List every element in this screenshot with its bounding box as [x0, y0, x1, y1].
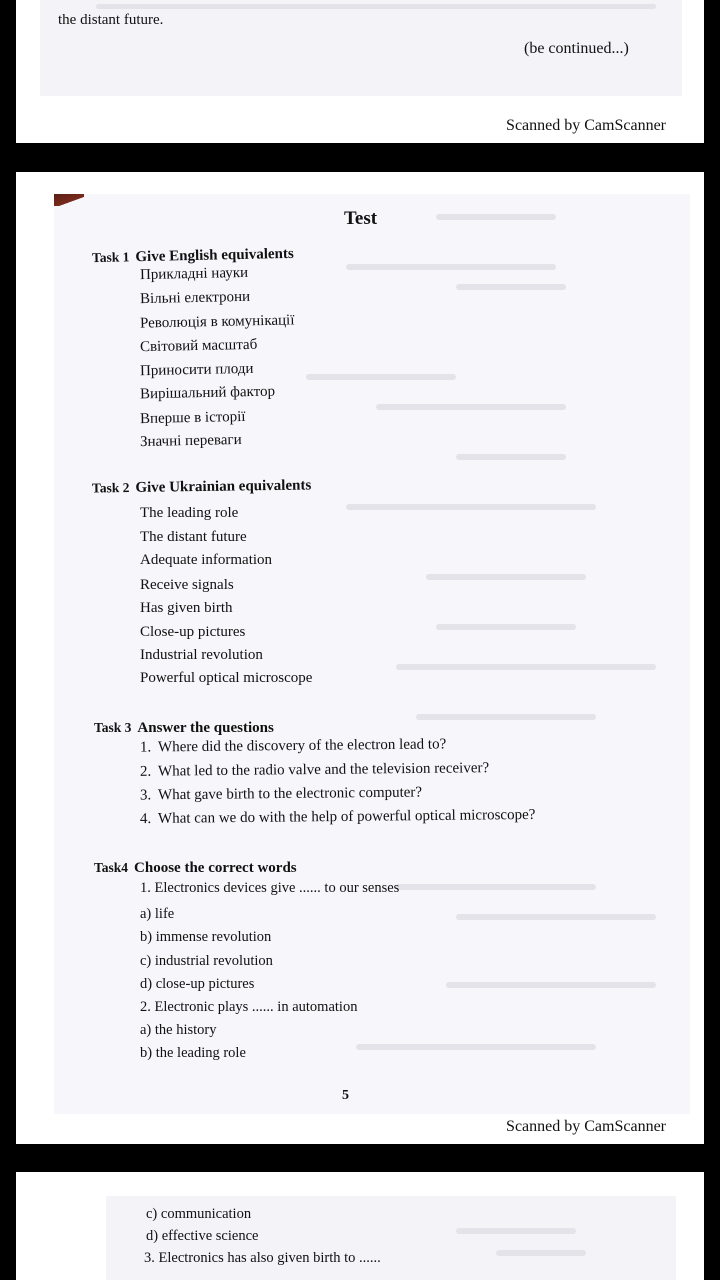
task2-item: Has given birth — [140, 600, 233, 616]
next-page-line: d) effective science — [146, 1228, 259, 1244]
question-text: What can we do with the help of powerful optical microscope? — [157, 806, 536, 827]
test-page — [16, 172, 704, 1144]
task2-label: Task 2 — [91, 480, 130, 496]
task2-title: Give Ukrainian equivalents — [135, 477, 312, 496]
question-text: What gave birth to the electronic computer? — [157, 784, 423, 804]
task2-item: The distant future — [140, 529, 247, 545]
task4-line: b) the leading role — [140, 1045, 246, 1061]
task4-title: Choose the correct words — [134, 860, 297, 876]
task3-title: Answer the questions — [137, 720, 274, 736]
task2-item: The leading role — [140, 505, 239, 521]
task1-item: Революція в комунікації — [139, 312, 295, 332]
task4-label: Task4 — [94, 860, 129, 875]
task3-question — [140, 760, 489, 781]
task1-item: Вільні електрони — [139, 288, 251, 308]
next-page — [16, 1172, 704, 1280]
task2-item: Receive signals — [140, 577, 234, 593]
continued-note: (be continued...) — [524, 40, 629, 57]
last-line: the distant future. — [58, 12, 164, 28]
task2-item: Industrial revolution — [140, 647, 263, 663]
task1-item: Прикладні науки — [139, 264, 249, 284]
task4-line: a) the history — [140, 1022, 217, 1038]
task4-line: a) life — [140, 906, 175, 922]
task4-line: 2. Electronic plays ...... in automation — [140, 999, 358, 1015]
scanned-by-footer: Scanned by CamScanner — [506, 1118, 666, 1135]
task4-line: c) industrial revolution — [140, 953, 273, 969]
task4-line: b) immense revolution — [140, 929, 272, 945]
task3-question — [140, 736, 446, 756]
task2-item: Powerful optical microscope — [140, 670, 313, 686]
task1-title: Give English equivalents — [135, 245, 294, 266]
task4-line: d) close-up pictures — [140, 976, 255, 992]
task1-item: Вперше в історії — [139, 408, 246, 428]
next-page-line: 3. Electronics has also given birth to ...... — [144, 1250, 381, 1266]
task3-label: Task 3 — [94, 720, 132, 735]
next-page-line: c) communication — [146, 1206, 252, 1222]
page-title: Test — [344, 208, 378, 229]
question-number: 1. — [139, 739, 152, 756]
page-corner-shadow — [54, 194, 84, 206]
task1-item: Значні переваги — [139, 431, 242, 451]
task4-heading — [94, 860, 297, 877]
task1-label: Task 1 — [91, 249, 130, 266]
task2-item: Adequate information — [140, 552, 273, 568]
task2-heading — [92, 477, 311, 497]
task1-item: Світовий масштаб — [139, 336, 258, 356]
question-text: What led to the radio valve and the television receiver? — [157, 760, 490, 780]
task4-line: 1. Electronics devices give ...... to our senses — [140, 880, 400, 896]
task3-heading — [94, 720, 274, 737]
page-number: 5 — [342, 1088, 349, 1103]
question-number: 4. — [139, 810, 152, 828]
task1-item: Вирішальний фактор — [139, 383, 276, 403]
previous-page — [16, 0, 704, 143]
scanned-by-footer: Scanned by CamScanner — [506, 117, 666, 134]
question-text: Where did the discovery of the electron lead to? — [157, 736, 447, 756]
question-number: 2. — [139, 763, 152, 780]
question-number: 3. — [139, 787, 152, 804]
task2-item: Close-up pictures — [140, 624, 246, 640]
task3-question — [140, 785, 422, 805]
task1-item: Приносити плоди — [139, 360, 254, 380]
